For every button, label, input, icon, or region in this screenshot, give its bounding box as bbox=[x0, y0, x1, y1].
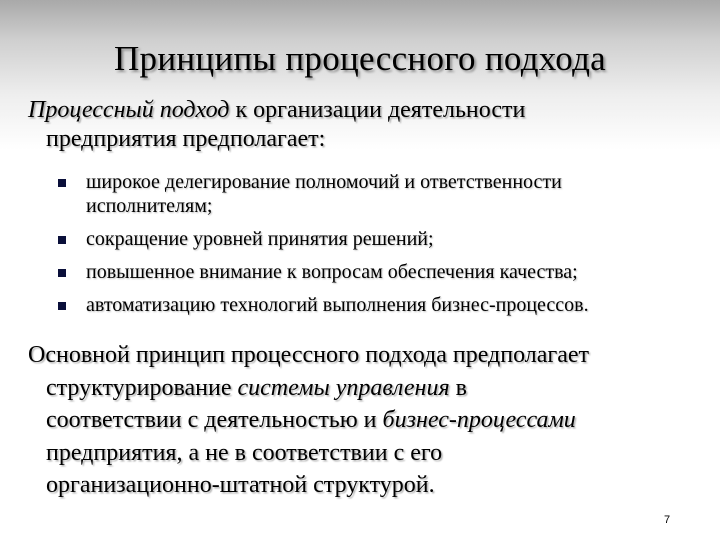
intro-italic-term: Процессный подход bbox=[28, 97, 230, 123]
intro-rest: к организации деятельности bbox=[229, 97, 526, 123]
slide-title: Принципы процессного подхода bbox=[113, 39, 607, 78]
bullet-list bbox=[56, 170, 696, 326]
main-principle-paragraph bbox=[28, 339, 696, 502]
square-bullet-icon bbox=[58, 269, 66, 277]
main-line-1: Основной принцип процессного подхода предполагает bbox=[28, 342, 590, 368]
intro-line-1 bbox=[28, 96, 696, 125]
main-text: в bbox=[449, 374, 467, 401]
intro-line-2: предприятия предполагает: bbox=[46, 126, 326, 152]
bullet-item bbox=[56, 227, 696, 251]
square-bullet-icon bbox=[58, 236, 66, 244]
square-bullet-icon bbox=[58, 302, 66, 310]
bullet-text: широкое делегирование полномочий и ответственности bbox=[86, 171, 562, 193]
main-italic-term: системы управления bbox=[237, 374, 450, 401]
main-text: структурирование bbox=[46, 374, 238, 401]
bullet-item bbox=[56, 170, 696, 218]
bullet-text: сокращение уровней принятия решений; bbox=[86, 228, 434, 250]
bullet-text: автоматизацию технологий выполнения бизнес-процессов. bbox=[86, 294, 589, 316]
bullet-item bbox=[56, 293, 696, 317]
intro-paragraph bbox=[28, 96, 696, 154]
page-number: 7 bbox=[664, 514, 671, 526]
square-bullet-icon bbox=[58, 179, 66, 187]
bullet-text-continued: исполнителям; bbox=[86, 195, 213, 217]
bullet-text: повышенное внимание к вопросам обеспечения качества; bbox=[86, 261, 578, 283]
main-line-3 bbox=[28, 404, 696, 437]
main-text: соответствии с деятельностью и bbox=[46, 407, 383, 433]
main-italic-term: бизнес-процессами bbox=[382, 407, 576, 433]
bullet-item bbox=[56, 260, 696, 284]
main-line-5: организационно-штатной структурой. bbox=[46, 472, 435, 498]
main-line-2 bbox=[28, 372, 696, 405]
main-line-4: предприятия, а не в соответствии с его bbox=[46, 439, 443, 466]
